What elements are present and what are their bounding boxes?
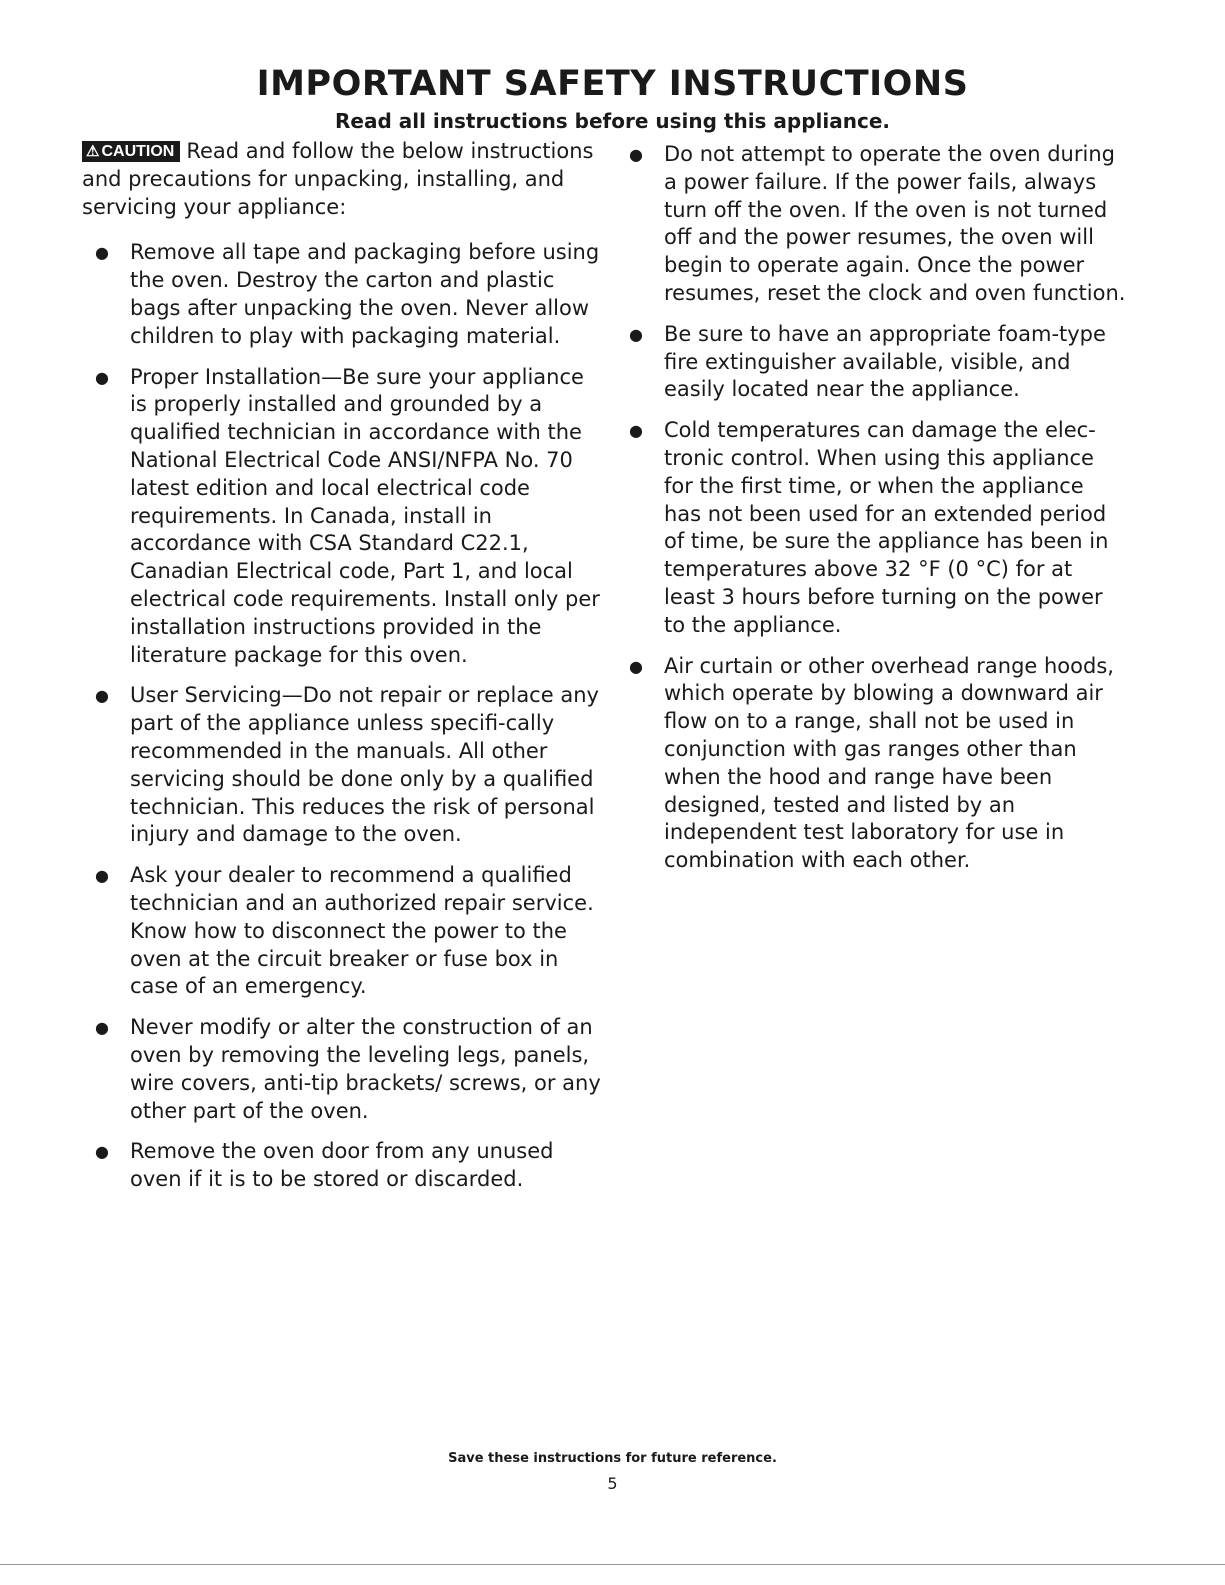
list-item-text: Cold temperatures can damage the elec-tronic control. When using this appliance for the first time, or when the appliance has not been used for an extended period of time, be sure the appliance has been in temperatures above 32 °F (0 °C) for at least 3 hours before turning on the power to the appliance. bbox=[664, 418, 1109, 637]
right-column bbox=[616, 141, 1126, 888]
bullet-icon: ● bbox=[95, 686, 109, 706]
page-subtitle: Read all instructions before using this appliance. bbox=[334, 109, 891, 133]
right-instruction-list bbox=[616, 141, 1126, 875]
list-item-text: User Servicing—Do not repair or replace any part of the appliance unless specifi-cally recommended in the manuals. All other servicing should be done only by a qualified technician. This reduces the risk of personal injury and damage to the oven. bbox=[130, 683, 599, 847]
list-item bbox=[82, 682, 602, 849]
bullet-icon: ● bbox=[95, 1018, 109, 1038]
page-number: 5 bbox=[607, 1474, 618, 1493]
caution-intro-text: Read and follow the below instructions and precautions for unpacking, installing, and servicing your appliance: bbox=[82, 139, 594, 219]
bullet-icon: ● bbox=[95, 866, 109, 886]
bullet-icon: ● bbox=[95, 243, 109, 263]
bottom-rule bbox=[0, 1564, 1225, 1565]
list-item bbox=[616, 417, 1126, 639]
bullet-icon: ● bbox=[629, 656, 643, 676]
list-item bbox=[82, 1138, 602, 1194]
list-item bbox=[82, 239, 602, 350]
bullet-icon: ● bbox=[95, 367, 109, 387]
bullet-icon: ● bbox=[629, 421, 643, 441]
list-item bbox=[82, 862, 602, 1001]
list-item-text: Never modify or alter the construction of an oven by removing the leveling legs, panels, wire covers, anti-tip brackets/ screws, or any other part of the oven. bbox=[130, 1015, 601, 1123]
list-item bbox=[616, 141, 1126, 308]
list-item-text: Do not attempt to operate the oven during a power failure. If the power fails, always turn off the oven. If the oven is not turned off and the power resumes, the oven will begin to operate again. Once the power resumes, reset the clock and oven function. bbox=[664, 142, 1126, 305]
list-item-text: Be sure to have an appropriate foam-type fire extinguisher available, visible, and easily located near the appliance. bbox=[664, 321, 1106, 402]
warning-triangle-icon: ⚠ bbox=[86, 143, 100, 160]
bullet-icon: ● bbox=[629, 324, 643, 344]
list-item bbox=[616, 321, 1126, 404]
bullet-icon: ● bbox=[95, 1142, 109, 1162]
caution-badge-label: CAUTION bbox=[101, 143, 175, 160]
list-item-text: Proper Installation—Be sure your appliance is properly installed and grounded by a qualified technician in accordance with the National Electrical Code ANSI/NFPA No. 70 latest edition and local electrical code requirements. In Canada, install in accordance with CSA Standard C22.1, Canadian Electrical code, Part 1, and local electrical code requirements. Install only per installation instructions provided in the literature package for this oven. bbox=[130, 364, 600, 667]
list-item-text: Remove the oven door from any unused oven if it is to be stored or discarded. bbox=[130, 1139, 554, 1192]
left-column bbox=[82, 138, 602, 1207]
list-item bbox=[82, 1014, 602, 1125]
caution-badge bbox=[82, 141, 180, 162]
footer-note: Save these instructions for future reference. bbox=[448, 1451, 777, 1466]
list-item bbox=[82, 364, 602, 670]
left-instruction-list bbox=[82, 239, 602, 1194]
bullet-icon: ● bbox=[629, 145, 643, 164]
list-item-text: Air curtain or other overhead range hoods, which operate by blowing a downward air flow on to a range, shall not be used in conjunction with gas ranges other than when the hood and range have been designed, tested and listed by an independent test laboratory for use in combination with each other. bbox=[664, 653, 1114, 873]
list-item bbox=[616, 653, 1126, 875]
list-item-text: Remove all tape and packaging before using the oven. Destroy the carton and plastic bags after unpacking the oven. Never allow children to play with packaging material. bbox=[130, 240, 600, 348]
list-item-text: Ask your dealer to recommend a qualified technician and an authorized repair service. Know how to disconnect the power to the oven at the circuit breaker or fuse box in case of an emergency. bbox=[130, 863, 594, 999]
caution-intro bbox=[82, 138, 602, 221]
page-title: IMPORTANT SAFETY INSTRUCTIONS bbox=[256, 64, 969, 104]
